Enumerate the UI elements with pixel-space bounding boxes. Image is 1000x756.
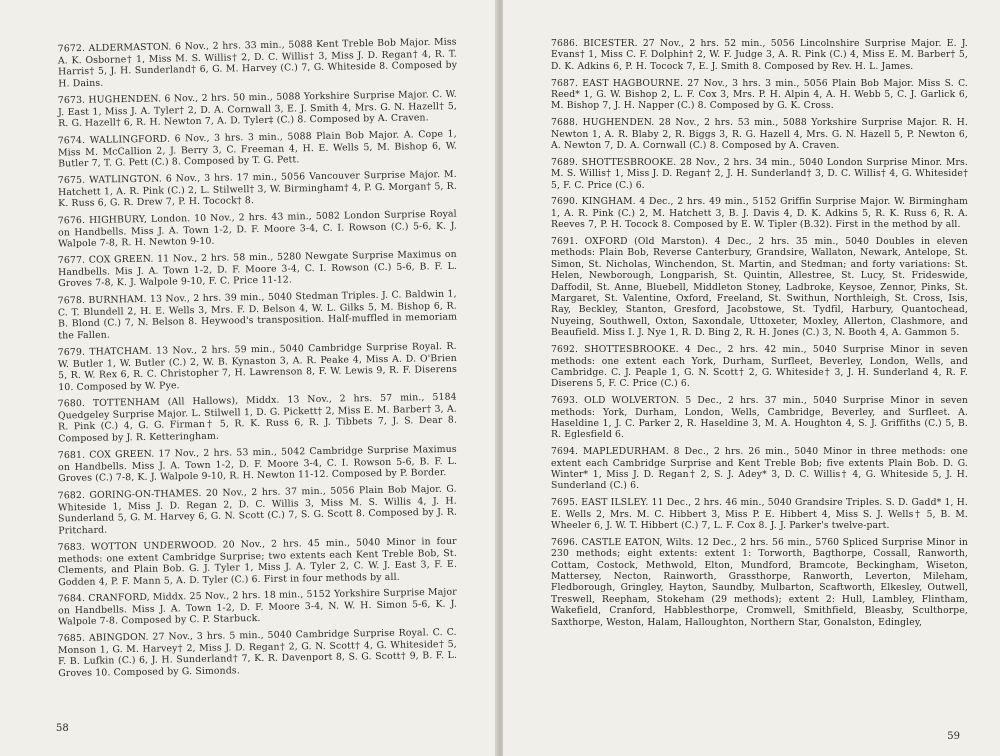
peal-entry-7672: 7672. ALDERMASTON. 6 Nov., 2 hrs. 33 min., 5088 Kent Treble Bob Major. Miss A. K. Osborne† 1, Miss M. S. Willis† 2, D. C. Willis† 3, Miss J. D. Regan† 4, R. T. Harris† 5, J. H. Sunderland† 6, G. M. Harvey (C.) 7, G. Whiteside 8. Composed by H. Dains. xyxy=(57,36,458,89)
page-number-left: 58 xyxy=(56,723,69,734)
peal-entry-7685: 7685. ABINGDON. 27 Nov., 3 hrs. 5 min., 5040 Cambridge Surprise Royal. C. C. Monson 1, G. M. Harvey† 2, Miss J. D. Regan† 2, G. N. Scott† 4, G. Whiteside† 5, F. B. Lufkin (C.) 6, J. H. Sunderland† 7, K. R. Davenport 8, S. G. Scott† 9, B. F. L. Groves 10. Composed by G. Simonds. xyxy=(57,627,458,679)
peal-entry-7680: 7680. TOTTENHAM (All Hallows), Middx. 13 Nov., 2 hrs. 57 min., 5184 Quedgeley Surprise Major. L. Stilwell 1, D. G. Pickett† 2, Miss E. M. Barber† 3, A. R. Pink (C.) 4, G. G. Firman† 5, R. K. Russ 6, R. J. Tibbets 7, J. S. Dear 8. Composed by J. R. Ketteringham. xyxy=(57,391,458,445)
peal-entry-7694: 7694. MAPLEDURHAM. 8 Dec., 2 hrs. 26 min., 5040 Minor in three methods: one extent each Cambridge Surprise and Kent Treble Bob; five extents Plain Bob. D. G. Winter* 1, Miss J. D. Regan† 2, S. J. Adey* 3, D. C. Willis† 4, G. Whiteside 5, J. H. Sunderland (C.) 6. xyxy=(551,446,968,492)
peal-entry-7676: 7676. HIGHBURY, London. 10 Nov., 2 hrs. 43 min., 5082 London Surprise Royal on Handbells. Miss J. A. Town 1-2, D. F. Moore 3-4, C. I. Rowson (C.) 5-6, K. J. Walpole 7-8, R. H. Newton 9-10. xyxy=(57,208,458,250)
peal-entry-7687: 7687. EAST HAGBOURNE. 27 Nov., 3 hrs. 3 min., 5056 Plain Bob Major. Miss S. C. Reed* 1, G. W. Bishop 2, L. F. Cox 3, Mrs. P. H. Alpin 4, A. H. Webb 5, C. J. Garlick 6, M. Bishop 7, J. H. Napper (C.) 8. Composed by G. K. Cross. xyxy=(551,77,968,112)
peal-entry-7679: 7679. THATCHAM. 13 Nov., 2 hrs. 59 min., 5040 Cambridge Surprise Royal. R. W. Butler 1, W. Butler (C.) 2, W. B. Kynaston 3, A. R. Peake 4, Miss A. D. O'Brien 5, R. W. Rex 6, R. C. Christopher 7, H. Lawrenson 8, F. W. Lewis 9, R. F. Diserens 10. Composed by W. Pye. xyxy=(57,340,458,393)
peal-entry-7674: 7674. WALLINGFORD. 6 Nov., 3 hrs. 3 min., 5088 Plain Bob Major. A. Cope 1, Miss M. McCallion 2, J. Berry 3, C. Freeman 4, H. E. Wells 5, M. Bishop 6, W. Butler 7, T. G. Pett (C.) 8. Composed by T. G. Pett. xyxy=(57,128,458,170)
peal-entry-7683: 7683. WOTTON UNDERWOOD. 20 Nov., 2 hrs. 45 min., 5040 Minor in four methods: one extent Cambridge Surprise; two extents each Kent Treble Bob, St. Clements, and Plain Bob. G. J. Tyler 1, Miss J. A. Tyler 2, C. W. J. East 3, F. E. Godden 4, P. F. Mann 5, A. D. Tyler (C.) 6. First in four methods by all. xyxy=(57,535,458,588)
right-page xyxy=(503,0,1000,756)
left-page xyxy=(0,0,497,756)
peal-entry-7690: 7690. KINGHAM. 4 Dec., 2 hrs. 49 min., 5152 Griffin Surprise Major. W. Birmingham 1, A. R. Pink (C.) 2, M. Hatchett 3, B. J. Davis 4, D. K. Adkins 5, R. K. Russ 6, R. A. Reeves 7, P. H. Tocock 8. Composed by E. W. Tipler (B.32). First in the method by all. xyxy=(551,196,968,231)
peal-entry-7682: 7682. GORING-ON-THAMES. 20 Nov., 2 hrs. 37 min., 5056 Plain Bob Major. G. Whiteside 1, Miss J. D. Regan 2, D. C. Willis 3, Miss M. S. Willis 4, J. H. Sunderland 5, G. M. Harvey 6, G. N. Scott (C.) 7, S. G. Scott 8. Composed by J. R. Pritchard. xyxy=(57,483,458,536)
peal-entry-7691: 7691. OXFORD (Old Marston). 4 Dec., 2 hrs. 35 min., 5040 Doubles in eleven methods: Plain Bob, Reverse Canterbury, Grandsire, Wallaton, Newark, Antelope, St. Simon, St. Nicholas, Winchendon, St. Martin, and Stedman; and forty variations: St. Helen, Newborough, Longparish, St. Quintin, Allestree, St. Lucy, St. Frideswide, Daffodil, St. Anne, Bluebell, Middleton Stoney, Ladbroke, Keysoe, Zennor, Pinks, St. Margaret, St. Valentine, Oxford, Freeland, St. Swithun, Northleigh, St. Cross, Isis, Ray, Beckley, Stanton, Gresford, Jacobstowe, St. Tydfil, Harbury, Quantochead, Nuyeing, Southwell, Oxton, Saxondale, Uttoxeter, Moxley, Allerton, Clashmore, and Beaufield. Miss I. J. Nye 1, R. D. Bing 2, R. H. Jones (C.) 3, N. Booth 4, A. Gammon 5. xyxy=(551,236,968,339)
peal-entry-7695: 7695. EAST ILSLEY. 11 Dec., 2 hrs. 46 min., 5040 Grandsire Triples. S. D. Gadd* 1, H. E. Wells 2, Mrs. M. C. Hibbert 3, Miss P. E. Hibbert 4, Miss S. J. Wells† 5, B. M. Wheeler 6, J. W. T. Hibbert (C.) 7, L. F. Cox 8. J. J. Parker's twelve-part. xyxy=(551,497,968,531)
peal-entry-7681: 7681. COX GREEN. 17 Nov., 2 hrs. 53 min., 5042 Cambridge Surprise Maximus on Handbells. Miss J. A. Town 1-2, D. F. Moore 3-4, C. I. Rowson 5-6, B. F. L. Groves (C.) 7-8, K. J. Walpole 9-10, R. H. Newton 11-12. Composed by P. Border. xyxy=(57,443,458,484)
peal-entry-7677: 7677. COX GREEN. 11 Nov., 2 hrs. 58 min., 5280 Newgate Surprise Maximus on Handbells. Mis J. A. Town 1-2, D. F. Moore 3-4, C. I. Rowson (C.) 5-6, B. F. L. Groves 7-8, K. J. Walpole 9-10, F. C. Price 11-12. xyxy=(57,248,458,290)
peal-entry-7684: 7684. CRANFORD, Middx. 25 Nov., 2 hrs. 18 min., 5152 Yorkshire Surprise Major on Handbells. Miss J. A. Town 1-2, D. F. Moore 3-4, N. W. H. Simon 5-6, K. J. Walpole 7-8. Composed by C. P. Starbuck. xyxy=(57,586,458,628)
peal-entry-7688: 7688. HUGHENDEN. 28 Nov., 2 hrs. 53 min., 5088 Yorkshire Surprise Major. R. H. Newton 1, A. R. Blaby 2, R. Biggs 3, R. G. Hazell 4, Mrs. G. N. Hazell 5, P. Newton 6, A. Newton 7, D. A. Cornwall (C.) 8. Composed by A. Craven. xyxy=(551,117,968,152)
peal-entry-7675: 7675. WATLINGTON. 6 Nov., 3 hrs. 17 min., 5056 Vancouver Surprise Major. M. Hatchett 1, A. R. Pink (C.) 2, L. Stilwell† 3, W. Birmingham† 4, P. G. Morgan† 5, R. K. Russ 6, G. R. Drew 7, P. H. Tocock† 8. xyxy=(57,168,458,209)
peal-entry-7696: 7696. CASTLE EATON, Wilts. 12 Dec., 2 hrs. 56 min., 5760 Spliced Surprise Minor in 230 methods; eight extents: extent 1: Torworth, Bagthorpe, Cossall, Ranworth, Cottam, Costock, Methwold, Elton, Mundford, Bramcote, Beckingham, Wiseton, Mattersey, Necton, Rainworth, Grassthorpe, Ranworth, Leverton, Mileham, Fledborough, Gringley, Hayton, Saundby, Mulbarton, Scaftworth, Elkesley, Outwell, Treswell, Reepham, Stokeham (29 methods); extent 2: Hull, Lambley, Flintham, Wakefield, Cranford, Habblesthorpe, Cromwell, Smithfield, Bleasby, Sculthorpe, Saxthorpe, Weston, Halam, Halloughton, Northern Star, Gonalston, Edingley, xyxy=(551,536,968,628)
peal-entry-7689: 7689. SHOTTESBROOKE. 28 Nov., 2 hrs. 34 min., 5040 London Surprise Minor. Mrs. M. S. Willis† 1, Miss J. D. Regan† 2, J. H. Sunderland† 3, D. C. Willis† 4, G. Whiteside† 5, F. C. Price (C.) 6. xyxy=(551,156,968,191)
peal-entry-7673: 7673. HUGHENDEN. 6 Nov., 2 hrs. 50 min., 5088 Yorkshire Surprise Major. C. W. J. East 1, Miss J. A. Tyler† 2, D. A. Cornwall 3, E. J. Smith 4, Mrs. G. N. Hazell† 5, R. G. Hazell† 6, R. H. Newton 7, A. D. Tyler‡ (C.) 8. Composed by A. Craven. xyxy=(57,88,458,129)
peal-entry-7678: 7678. BURNHAM. 13 Nov., 2 hrs. 39 min., 5040 Stedman Triples. J. C. Baldwin 1, C. T. Blundell 2, H. E. Wells 3, Mrs. F. D. Belson 4, W. L. Gilks 5, M. Bishop 6, R. B. Blond (C.) 7, N. Belson 8. Heywood's transposition. Half-muffled in memoriam the Fallen. xyxy=(57,288,458,342)
page-number-right: 59 xyxy=(947,731,960,742)
peal-entry-7692: 7692. SHOTTESBROOKE. 4 Dec., 2 hrs. 42 min., 5040 Surprise Minor in seven methods: one extent each York, Durham, Surfleet, Beverley, London, Wells, and Cambridge. C. J. Peaple 1, G. N. Scott† 2, G. Whiteside† 3, J. H. Sunderland 4, R. F. Diserens 5, F. C. Price (C.) 6. xyxy=(551,344,968,390)
peal-entry-7693: 7693. OLD WOLVERTON. 5 Dec., 2 hrs. 37 min., 5040 Surprise Minor in seven methods: York, Durham, London, Wells, Cambridge, Beverley, and Surfleet. A. Haseldine 1, J. C. Parker 2, R. Haseldine 3, M. A. Houghton 4, S. J. Griffiths (C.) 5, B. R. Eglesfield 6. xyxy=(551,395,968,441)
peal-entry-7686: 7686. BICESTER. 27 Nov., 2 hrs. 52 min., 5056 Lincolnshire Surprise Major. E. J. Evans† 1, Miss C. F. Dolphin† 2, W. F. Judge 3, A. R. Pink (C.) 4, Miss E. M. Barber† 5, D. K. Adkins 6, P. H. Tocock 7, E. J. Smith 8. Composed by Rev. H. L. James. xyxy=(551,38,968,72)
